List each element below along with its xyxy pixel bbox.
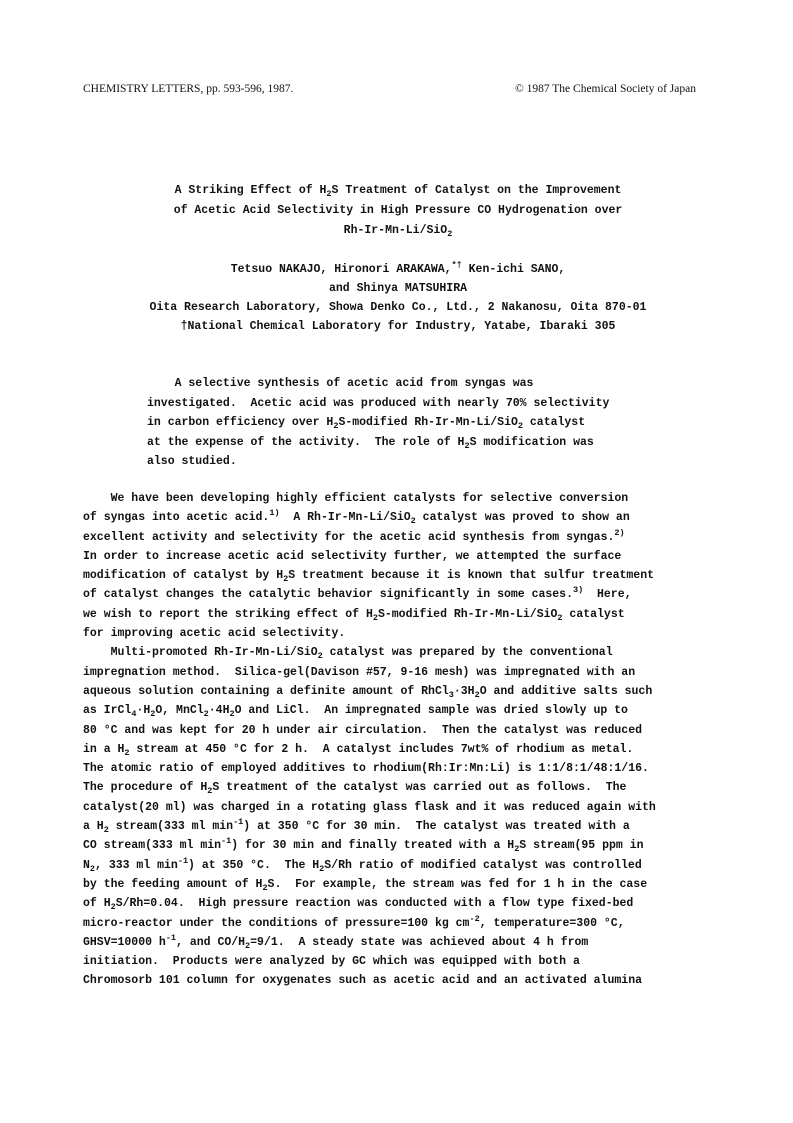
body-line: micro-reactor under the conditions of pressure=100 kg $cm^{-2}$, temperature=300 °C, (83, 913, 625, 930)
title-line: A Striking Effect of $H_2S$ Treatment of Catalyst on the Improvement (174, 184, 622, 199)
citation-ref: 2) (614, 527, 625, 538)
body-line: for improving acetic acid selectivity. (83, 627, 346, 641)
body-line: impregnation method. Silica-gel(Davison #57, 9-16 mesh) was impregnated with an (83, 665, 636, 679)
body-text (83, 489, 713, 991)
body-line: of $H_2S/Rh=0.04$. High pressure reaction was conducted with a flow type fixed-bed (83, 897, 634, 913)
body-line: of syngas into acetic acid.$^{1)}$ A Rh-Ir-Mn-Li/SiO$_2$ catalyst was proved to show an (83, 508, 630, 527)
body-line: Chromosorb 101 column for oxygenates such as acetic acid and an activated alumina (83, 974, 642, 988)
body-line: initiation. Products were analyzed by GC which was equipped with both a (83, 955, 580, 969)
author-line: and Shinya MATSUHIRA (328, 282, 468, 295)
body-line: $N_2$, 333 ml $\min^{-1}$) at 350 °C. The $H_2S/Rh$ ratio of modified catalyst was controlled (83, 855, 642, 874)
body-line: catalyst(20 ml) was charged in a rotating glass flask and it was reduced again with (83, 800, 656, 814)
body-line: CO stream(333 ml $\min^{-1}$) for 30 min and finally treated with a $H_2S$ stream(95 ppm in (83, 836, 644, 855)
abstract-line: A selective synthesis of acetic acid from syngas was (147, 377, 534, 390)
title-line: of Acetic Acid Selectivity in High Pressure CO Hydrogenation over (173, 204, 623, 217)
affiliation-line: †National Chemical Laboratory for Industry, Yatabe, Ibaraki 305 (180, 320, 616, 333)
body-line: 80 °C and was kept for 20 h under air circulation. Then the catalyst was reduced (83, 723, 642, 737)
affiliation-line: Oita Research Laboratory, Showa Denko Co., Ltd., 2 Nakanosu, Oita 870-01 (149, 301, 647, 314)
body-line: of catalyst changes the catalytic behavior significantly in some cases.$^{3)}$ Here, (83, 585, 632, 602)
citation-ref: 1) (269, 508, 280, 519)
body-line: GHSV=10000 $h^{-1}$, and $CO/H_2=9/1$. A steady state was achieved about 4 h from (83, 932, 589, 951)
body-line: aqueous solution containing a definite amount of $RhCl_3\cdot 3H_2O$ and additive salts such (83, 684, 653, 700)
citation-ref: 3) (572, 585, 584, 596)
body-line: We have been developing highly efficient catalysts for selective conversion (83, 492, 629, 505)
abstract (147, 374, 667, 472)
body-line: In order to increase acetic acid selectivity further, we attempted the surface (83, 549, 622, 563)
abstract-line: in carbon efficiency over $H_2S$-modified Rh-Ir-Mn-Li/SiO$_2$ catalyst (147, 416, 586, 431)
title-line: Rh-Ir-Mn-Li/SiO$_2$ (343, 224, 453, 239)
journal-citation: CHEMISTRY LETTERS, pp. 593-596, 1987. (83, 83, 294, 95)
abstract-line: at the expense of the activity. The role of $H_2S$ modification was (147, 435, 594, 451)
body-line: as $IrCl_4\cdot H_2O$, $MnCl_2\cdot 4H_2O$ and LiCl. An impregnated sample was dried slowly up to (83, 704, 628, 720)
body-line: in a $H_2$ stream at 450 °C for 2 h. A catalyst includes 7wt% of rhodium as metal. (83, 742, 634, 758)
author-block (83, 260, 713, 336)
running-header (83, 83, 696, 99)
body-line: we wish to report the striking effect of $H_2S$-modified Rh-Ir-Mn-Li/SiO$_2$ catalyst (83, 607, 625, 623)
author-line: Tetsuo NAKAJO, Hironori ARAKAWA,*† Ken-ichi SANO, (230, 260, 566, 276)
body-line: modification of catalyst by $H_2S$ treatment because it is known that sulfur treatment (83, 569, 655, 585)
copyright-notice: © 1987 The Chemical Society of Japan (515, 83, 696, 95)
body-line: excellent activity and selectivity for the acetic acid synthesis from syngas.$^{2)}$ (83, 527, 625, 544)
body-line: The atomic ratio of employed additives to rhodium(Rh:Ir:Mn:Li) is 1:1/8:1/48:1/16. (83, 762, 649, 776)
article-title (83, 181, 713, 241)
abstract-line: also studied. (147, 455, 237, 468)
body-line: The procedure of $H_2S$ treatment of the catalyst was carried out as follows. The (83, 781, 627, 797)
body-line: a $H_2$ stream(333 ml $\min^{-1}$) at 350 °C for 30 min. The catalyst was treated with a (83, 817, 630, 836)
body-line: by the feeding amount of $H_2S$. For example, the stream was fed for 1 h in the case (83, 877, 648, 893)
abstract-line: investigated. Acetic acid was produced with nearly 70% selectivity (147, 396, 610, 410)
body-line: Multi-promoted Rh-Ir-Mn-Li/SiO$_2$ catalyst was prepared by the conventional (83, 646, 613, 662)
